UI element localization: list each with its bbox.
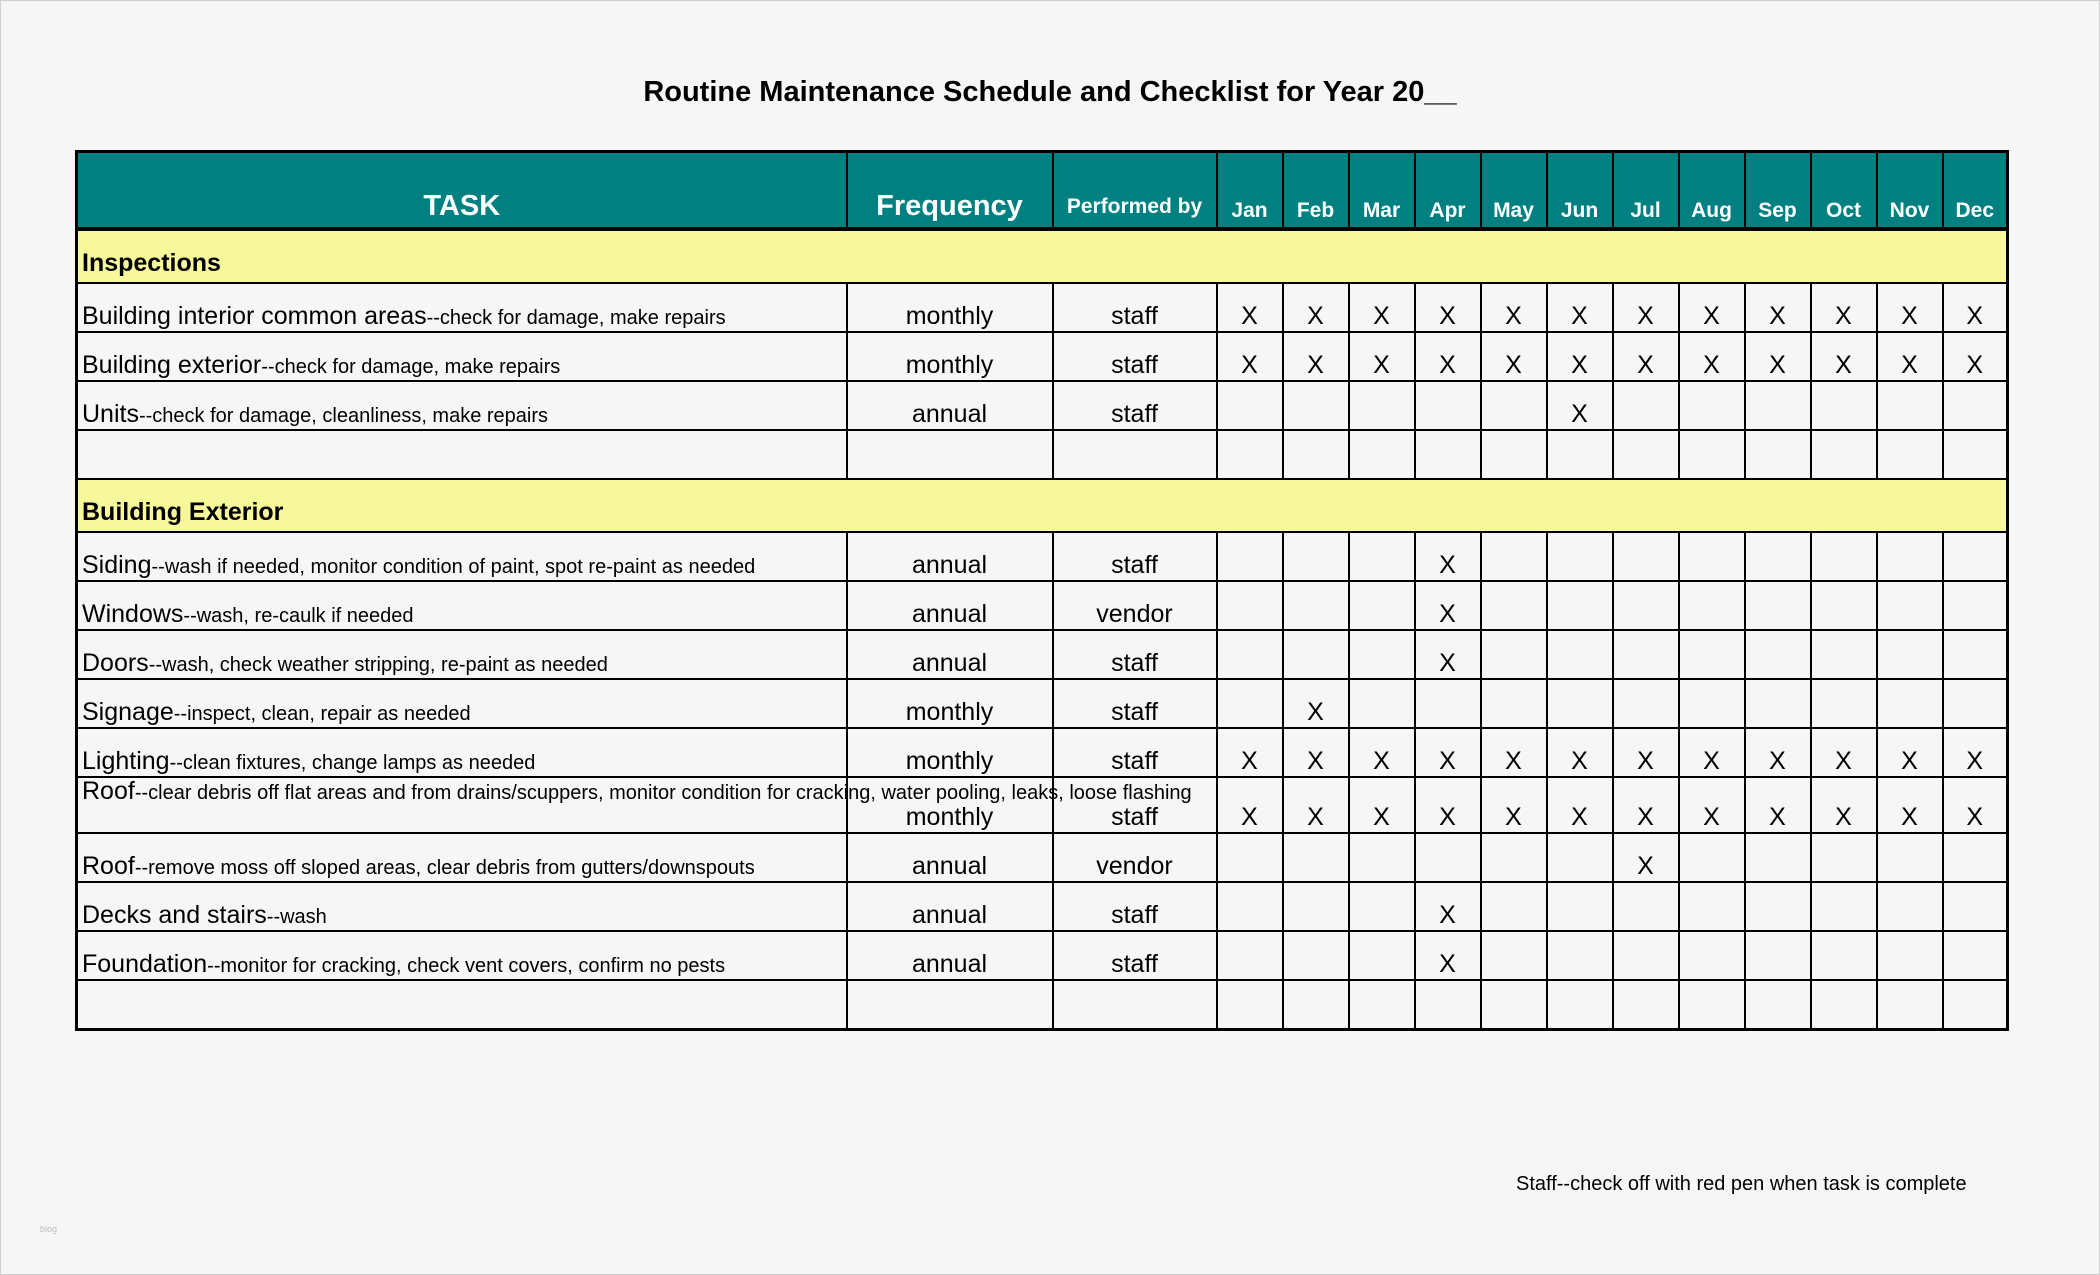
month-check-cell: X xyxy=(1745,332,1811,381)
month-check-cell xyxy=(1547,980,1613,1030)
month-check-cell: X xyxy=(1481,728,1547,777)
month-check-cell: X xyxy=(1349,283,1415,332)
table-row xyxy=(77,931,2008,980)
performed-by-cell xyxy=(1053,980,1217,1030)
month-check-cell xyxy=(1349,833,1415,882)
month-check-cell: X xyxy=(1481,283,1547,332)
month-check-cell xyxy=(1217,679,1283,728)
month-check-cell: X xyxy=(1283,679,1349,728)
month-check-cell: X xyxy=(1877,283,1943,332)
section-row xyxy=(77,479,2008,532)
table-row xyxy=(77,833,2008,882)
month-check-cell xyxy=(1679,882,1745,931)
month-check-cell: X xyxy=(1547,777,1613,833)
maintenance-schedule-table xyxy=(75,150,2009,1031)
month-check-cell: X xyxy=(1679,777,1745,833)
month-check-cell xyxy=(1217,931,1283,980)
month-check-cell xyxy=(1877,980,1943,1030)
month-check-cell xyxy=(1283,581,1349,630)
performed-by-cell: staff xyxy=(1053,532,1217,581)
month-check-cell xyxy=(1943,381,2008,430)
month-check-cell: X xyxy=(1349,332,1415,381)
month-check-cell: X xyxy=(1877,728,1943,777)
month-check-cell xyxy=(1547,532,1613,581)
frequency-cell: annual xyxy=(847,581,1053,630)
column-header-month: Sep xyxy=(1745,152,1811,230)
table-row xyxy=(77,728,2008,777)
month-check-cell xyxy=(1217,882,1283,931)
column-header-month: Jan xyxy=(1217,152,1283,230)
column-header-month: Oct xyxy=(1811,152,1877,230)
month-check-cell xyxy=(1745,931,1811,980)
frequency-cell: annual xyxy=(847,532,1053,581)
task-name: Siding xyxy=(82,551,152,579)
month-check-cell xyxy=(1481,630,1547,679)
task-name: Units xyxy=(82,400,139,428)
month-check-cell xyxy=(1349,882,1415,931)
month-check-cell xyxy=(1283,430,1349,479)
month-check-cell xyxy=(1943,430,2008,479)
month-check-cell xyxy=(1679,980,1745,1030)
month-check-cell: X xyxy=(1943,777,2008,833)
month-check-cell xyxy=(1481,980,1547,1030)
month-check-cell xyxy=(1283,630,1349,679)
month-check-cell: X xyxy=(1943,332,2008,381)
month-check-cell xyxy=(1481,581,1547,630)
task-name: Decks and stairs xyxy=(82,901,267,929)
month-check-cell: X xyxy=(1547,381,1613,430)
month-check-cell: X xyxy=(1415,283,1481,332)
table-row xyxy=(77,980,2008,1030)
month-check-cell: X xyxy=(1745,777,1811,833)
column-header-month: Nov xyxy=(1877,152,1943,230)
month-check-cell xyxy=(1679,833,1745,882)
table-row xyxy=(77,283,2008,332)
month-check-cell: X xyxy=(1679,332,1745,381)
month-check-cell xyxy=(1547,679,1613,728)
month-check-cell: X xyxy=(1547,728,1613,777)
month-check-cell xyxy=(1481,381,1547,430)
month-check-cell xyxy=(1877,581,1943,630)
month-check-cell xyxy=(1877,833,1943,882)
column-header-task: TASK xyxy=(77,152,847,230)
month-check-cell xyxy=(1283,532,1349,581)
header-row xyxy=(77,152,2008,230)
task-description: --wash, re-caulk if needed xyxy=(183,605,414,627)
frequency-cell: monthly xyxy=(847,728,1053,777)
month-check-cell: X xyxy=(1745,283,1811,332)
task-name: Foundation xyxy=(82,950,208,978)
month-check-cell: X xyxy=(1613,833,1679,882)
column-header-month: Dec xyxy=(1943,152,2008,230)
task-cell xyxy=(77,833,847,882)
task-cell xyxy=(77,581,847,630)
performed-by-cell: staff xyxy=(1053,630,1217,679)
column-header-performed-by: Performed by xyxy=(1053,152,1217,230)
frequency-cell: annual xyxy=(847,833,1053,882)
month-check-cell: X xyxy=(1217,283,1283,332)
month-check-cell: X xyxy=(1283,728,1349,777)
month-check-cell xyxy=(1547,581,1613,630)
performed-by-cell: vendor xyxy=(1053,833,1217,882)
column-header-month: May xyxy=(1481,152,1547,230)
month-check-cell xyxy=(1745,882,1811,931)
task-description: --wash if needed, monitor condition of paint, spot re-paint as needed xyxy=(151,556,756,578)
month-check-cell xyxy=(1283,833,1349,882)
month-check-cell xyxy=(1745,381,1811,430)
task-name: Lighting xyxy=(82,747,170,775)
month-check-cell xyxy=(1745,630,1811,679)
month-check-cell: X xyxy=(1415,777,1481,833)
month-check-cell xyxy=(1877,882,1943,931)
column-header-month: Apr xyxy=(1415,152,1481,230)
task-cell xyxy=(77,931,847,980)
performed-by-cell: staff xyxy=(1053,283,1217,332)
month-check-cell xyxy=(1745,833,1811,882)
month-check-cell xyxy=(1415,980,1481,1030)
month-check-cell: X xyxy=(1481,332,1547,381)
column-header-month: Mar xyxy=(1349,152,1415,230)
month-check-cell xyxy=(1943,980,2008,1030)
month-check-cell xyxy=(1283,882,1349,931)
month-check-cell: X xyxy=(1679,728,1745,777)
month-check-cell xyxy=(1415,679,1481,728)
month-check-cell xyxy=(1481,679,1547,728)
table-row xyxy=(77,882,2008,931)
month-check-cell xyxy=(1745,679,1811,728)
month-check-cell: X xyxy=(1415,532,1481,581)
month-check-cell xyxy=(1679,581,1745,630)
month-check-cell xyxy=(1811,980,1877,1030)
month-check-cell xyxy=(1217,630,1283,679)
task-name: Building interior common areas xyxy=(82,302,427,330)
performed-by-cell: staff xyxy=(1053,332,1217,381)
month-check-cell xyxy=(1547,833,1613,882)
month-check-cell xyxy=(1613,630,1679,679)
month-check-cell xyxy=(1811,931,1877,980)
month-check-cell xyxy=(1415,430,1481,479)
performed-by-cell: staff xyxy=(1053,777,1217,833)
table-row xyxy=(77,777,2008,833)
month-check-cell: X xyxy=(1349,777,1415,833)
month-check-cell xyxy=(1547,882,1613,931)
month-check-cell: X xyxy=(1943,728,2008,777)
month-check-cell xyxy=(1349,581,1415,630)
month-check-cell xyxy=(1679,679,1745,728)
month-check-cell: X xyxy=(1943,283,2008,332)
month-check-cell xyxy=(1481,882,1547,931)
task-description: --clear debris off flat areas and from drains/scuppers, monitor condition for cracking, water pooling, leaks, loose flashing xyxy=(134,782,1192,804)
month-check-cell xyxy=(1349,430,1415,479)
task-cell xyxy=(77,728,847,777)
task-description: --inspect, clean, repair as needed xyxy=(173,703,471,725)
month-check-cell xyxy=(1217,532,1283,581)
section-title: Building Exterior xyxy=(77,479,2008,532)
month-check-cell: X xyxy=(1415,728,1481,777)
month-check-cell xyxy=(1613,679,1679,728)
month-check-cell xyxy=(1547,430,1613,479)
month-check-cell xyxy=(1745,581,1811,630)
task-description: --check for damage, make repairs xyxy=(261,356,561,378)
month-check-cell: X xyxy=(1811,728,1877,777)
month-check-cell xyxy=(1349,532,1415,581)
column-header-month: Jun xyxy=(1547,152,1613,230)
task-cell xyxy=(77,283,847,332)
performed-by-cell: staff xyxy=(1053,679,1217,728)
month-check-cell xyxy=(1679,381,1745,430)
month-check-cell xyxy=(1877,430,1943,479)
month-check-cell: X xyxy=(1811,777,1877,833)
month-check-cell xyxy=(1613,381,1679,430)
frequency-cell: annual xyxy=(847,381,1053,430)
task-cell xyxy=(77,679,847,728)
task-description: --clean fixtures, change lamps as needed xyxy=(169,752,536,774)
performed-by-cell: vendor xyxy=(1053,581,1217,630)
month-check-cell xyxy=(1877,630,1943,679)
frequency-cell: monthly xyxy=(847,332,1053,381)
watermark: blog xyxy=(40,1224,58,1234)
month-check-cell xyxy=(1943,532,2008,581)
month-check-cell xyxy=(1481,532,1547,581)
column-header-month: Feb xyxy=(1283,152,1349,230)
month-check-cell: X xyxy=(1547,332,1613,381)
month-check-cell xyxy=(1679,630,1745,679)
column-header-month: Aug xyxy=(1679,152,1745,230)
task-cell xyxy=(77,430,847,479)
month-check-cell xyxy=(1811,430,1877,479)
month-check-cell xyxy=(1349,931,1415,980)
month-check-cell: X xyxy=(1217,332,1283,381)
month-check-cell xyxy=(1811,581,1877,630)
month-check-cell xyxy=(1943,931,2008,980)
performed-by-cell: staff xyxy=(1053,728,1217,777)
frequency-cell xyxy=(847,980,1053,1030)
month-check-cell xyxy=(1811,833,1877,882)
month-check-cell: X xyxy=(1613,332,1679,381)
schedule-body xyxy=(77,229,2008,1030)
month-check-cell xyxy=(1877,931,1943,980)
month-check-cell xyxy=(1943,630,2008,679)
month-check-cell xyxy=(1481,430,1547,479)
column-header-month: Jul xyxy=(1613,152,1679,230)
task-name: Signage xyxy=(82,698,174,726)
performed-by-cell xyxy=(1053,430,1217,479)
month-check-cell xyxy=(1943,882,2008,931)
table-row xyxy=(77,532,2008,581)
task-name: Roof xyxy=(82,777,135,805)
month-check-cell: X xyxy=(1877,332,1943,381)
month-check-cell xyxy=(1415,381,1481,430)
task-description: --wash, check weather stripping, re-paint as needed xyxy=(148,654,608,676)
month-check-cell xyxy=(1943,833,2008,882)
month-check-cell xyxy=(1613,430,1679,479)
frequency-cell xyxy=(847,430,1053,479)
month-check-cell: X xyxy=(1877,777,1943,833)
month-check-cell: X xyxy=(1811,283,1877,332)
month-check-cell xyxy=(1811,630,1877,679)
table-row xyxy=(77,430,2008,479)
task-description: --check for damage, make repairs xyxy=(426,307,726,329)
month-check-cell xyxy=(1745,430,1811,479)
month-check-cell: X xyxy=(1679,283,1745,332)
month-check-cell xyxy=(1877,532,1943,581)
month-check-cell xyxy=(1415,833,1481,882)
column-header-frequency: Frequency xyxy=(847,152,1053,230)
frequency-cell: monthly xyxy=(847,679,1053,728)
frequency-cell: monthly xyxy=(847,283,1053,332)
month-check-cell xyxy=(1613,532,1679,581)
month-check-cell: X xyxy=(1283,777,1349,833)
month-check-cell: X xyxy=(1745,728,1811,777)
month-check-cell xyxy=(1283,381,1349,430)
section-row xyxy=(77,229,2008,283)
frequency-cell: annual xyxy=(847,882,1053,931)
performed-by-cell: staff xyxy=(1053,882,1217,931)
month-check-cell xyxy=(1349,980,1415,1030)
task-description: --wash xyxy=(266,906,327,928)
month-check-cell: X xyxy=(1283,283,1349,332)
month-check-cell xyxy=(1217,381,1283,430)
month-check-cell xyxy=(1811,882,1877,931)
month-check-cell xyxy=(1283,931,1349,980)
table-row xyxy=(77,381,2008,430)
month-check-cell: X xyxy=(1415,931,1481,980)
month-check-cell: X xyxy=(1415,630,1481,679)
month-check-cell: X xyxy=(1415,332,1481,381)
month-check-cell: X xyxy=(1217,777,1283,833)
month-check-cell xyxy=(1613,931,1679,980)
task-description: --monitor for cracking, check vent covers, confirm no pests xyxy=(207,955,726,977)
month-check-cell xyxy=(1679,931,1745,980)
month-check-cell: X xyxy=(1415,882,1481,931)
month-check-cell xyxy=(1745,980,1811,1030)
performed-by-cell: staff xyxy=(1053,931,1217,980)
month-check-cell xyxy=(1283,980,1349,1030)
month-check-cell xyxy=(1217,581,1283,630)
month-check-cell xyxy=(1943,679,2008,728)
month-check-cell: X xyxy=(1613,777,1679,833)
month-check-cell xyxy=(1811,532,1877,581)
month-check-cell: X xyxy=(1283,332,1349,381)
month-check-cell xyxy=(1745,532,1811,581)
month-check-cell xyxy=(1217,980,1283,1030)
footnote: Staff--check off with red pen when task is complete xyxy=(1516,1173,1967,1195)
month-check-cell xyxy=(1877,381,1943,430)
month-check-cell xyxy=(1547,931,1613,980)
table-row xyxy=(77,679,2008,728)
month-check-cell xyxy=(1217,833,1283,882)
task-name: Doors xyxy=(82,649,149,677)
frequency-cell: annual xyxy=(847,931,1053,980)
task-name: Roof xyxy=(82,852,135,880)
month-check-cell xyxy=(1811,381,1877,430)
task-cell xyxy=(77,980,847,1030)
task-cell xyxy=(77,882,847,931)
month-check-cell: X xyxy=(1547,283,1613,332)
month-check-cell: X xyxy=(1481,777,1547,833)
month-check-cell: X xyxy=(1613,283,1679,332)
task-cell xyxy=(77,630,847,679)
month-check-cell xyxy=(1217,430,1283,479)
month-check-cell: X xyxy=(1811,332,1877,381)
frequency-cell: monthly xyxy=(847,777,1053,833)
month-check-cell xyxy=(1349,679,1415,728)
table-row xyxy=(77,581,2008,630)
month-check-cell xyxy=(1613,882,1679,931)
task-description: --remove moss off sloped areas, clear debris from gutters/downspouts xyxy=(134,857,755,879)
task-name: Building exterior xyxy=(82,351,262,379)
section-title: Inspections xyxy=(77,229,2008,283)
frequency-cell: annual xyxy=(847,630,1053,679)
table-row xyxy=(77,332,2008,381)
month-check-cell xyxy=(1679,430,1745,479)
table-row xyxy=(77,630,2008,679)
performed-by-cell: staff xyxy=(1053,381,1217,430)
month-check-cell xyxy=(1613,581,1679,630)
month-check-cell xyxy=(1877,679,1943,728)
month-check-cell: X xyxy=(1415,581,1481,630)
task-description: --check for damage, cleanliness, make repairs xyxy=(138,405,549,427)
task-cell xyxy=(77,381,847,430)
month-check-cell xyxy=(1547,630,1613,679)
task-cell xyxy=(77,532,847,581)
task-name: Windows xyxy=(82,600,184,628)
month-check-cell: X xyxy=(1613,728,1679,777)
month-check-cell xyxy=(1349,630,1415,679)
month-check-cell: X xyxy=(1349,728,1415,777)
month-check-cell xyxy=(1481,833,1547,882)
month-check-cell xyxy=(1811,679,1877,728)
page-title: Routine Maintenance Schedule and Checklist for Year 20__ xyxy=(643,76,1457,108)
month-check-cell xyxy=(1349,381,1415,430)
month-check-cell: X xyxy=(1217,728,1283,777)
month-check-cell xyxy=(1481,931,1547,980)
task-cell xyxy=(77,332,847,381)
month-check-cell xyxy=(1679,532,1745,581)
month-check-cell xyxy=(1613,980,1679,1030)
month-check-cell xyxy=(1943,581,2008,630)
